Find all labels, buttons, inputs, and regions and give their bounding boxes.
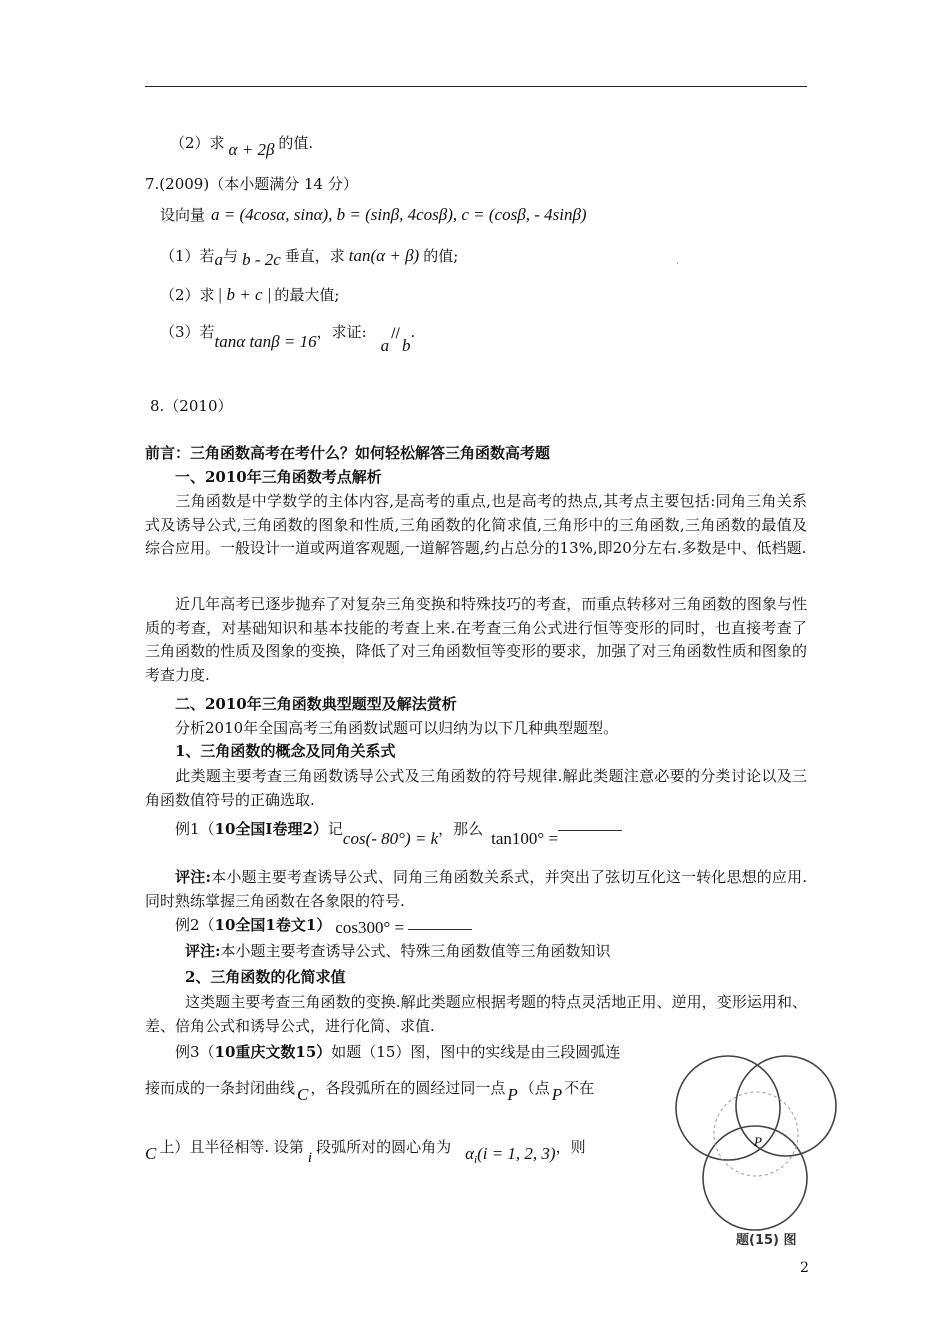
example2-note: 评注:本小题主要考查诱导公式、特殊三角函数值等三角函数知识 (185, 942, 611, 960)
point-label: P (754, 1134, 762, 1149)
page-number: 2 (800, 1260, 809, 1276)
example3-line2: 接而成的一条封闭曲线 C ，各段弧所在的圆经过同一点 P （点 P 不在 (145, 1079, 595, 1104)
circle-left (676, 1056, 780, 1160)
q6-expr: α + 2β (228, 140, 275, 159)
section2-title: 二、2010年三角函数典型题型及解法赏析 (175, 695, 457, 713)
answer-blank[interactable] (408, 929, 472, 930)
section1-title: 一、2010年三角函数考点解析 (175, 468, 382, 486)
sub2-title: 2、三角函数的化简求值 (185, 968, 346, 986)
q7-setup-expr: a = (4cosα, sinα), b = (sinβ, 4cosβ), c = (cosβ, - 4sinβ) (211, 205, 587, 224)
circle-right (736, 1056, 836, 1156)
q7-part1: （1）若a与 b - 2c 垂直，求 tan(α + β) 的值; (160, 246, 459, 269)
stray-dot: . (676, 256, 680, 267)
q7-header: 7.(2009)（本小题满分 14 分） (145, 175, 358, 193)
foreword-title: 前言：三角函数高考在考什么？如何轻松解答三角函数高考题 (145, 444, 551, 462)
q7-setup: 设向量 a = (4cosα, sinα), b = (sinβ, 4cosβ), c = (cosβ, - 4sinβ) (160, 205, 587, 224)
q7-part2: （2）求 | b + c | 的最大值; (160, 285, 340, 304)
three-circles-figure (668, 1050, 848, 1255)
sub2-para: 这类题主要考查三角函数的变换.解此类题应根据考题的特点灵活地正用、逆用，变形运用和、差、倍角公式和诱导公式，进行化简、求值. (145, 993, 807, 1035)
sub1-para: 此类题主要考查三角函数诱导公式及三角函数的符号规律.解此类题注意必要的分类讨论以及三角函数值符号的正确选取. (145, 767, 807, 809)
q8-header: 8.（2010） (150, 397, 233, 415)
section1-para1: 三角函数是中学数学的主体内容,是高考的重点,也是高考的热点,其考点主要包括:同角三角关系式及诱导公式,三角函数的图象和性质,三角函数的化简求值,三角形中的三角函数,三角函数的最值及综合应用。一般设计一道或两道客观题,一道解答题,约占总分的13%,即20分左右.多数是中、低档题. (145, 492, 807, 558)
section1-para2: 近几年高考已逐步抛弃了对复杂三角变换和特殊技巧的考查，而重点转移对三角函数的图象与性质的考查，对基础知识和基本技能的考查上来.在考查三角公式进行恒等变形的同时，也直接考查了三角函数的性质及图象的变换，降低了对三角函数恒等变形的要求，加强了对三角函数性质和图象的考查力度. (145, 595, 807, 684)
figure-caption: 题(15) 图 (736, 1233, 797, 1248)
example1: 例1（10全国Ⅰ卷理2）记cos(- 80°) = k，那么 tan100° = (175, 819, 622, 839)
q7-part3: （3）若tanα tanβ = 16，求证:a//b. (160, 323, 416, 355)
header-rule (145, 86, 807, 87)
q6-part2: （2）求 α + 2β 的值. (170, 134, 314, 159)
answer-blank[interactable] (558, 830, 622, 831)
example2: 例2（10全国1卷文1） cos300° = (175, 915, 472, 935)
example3-line1: 例3（10重庆文数15）如题（15）图，图中的实线是由三段圆弧连 (175, 1043, 621, 1061)
sub1-title: 1、三角函数的概念及同角关系式 (175, 742, 396, 760)
section2-intro: 分析2010年全国高考三角函数试题可以归纳为以下几种典型题型。 (175, 719, 619, 737)
example1-note: 评注:本小题主要考查诱导公式、同角三角函数关系式，并突出了弦切互化这一转化思想的应用. 同时熟练掌握三角函数在各象限的符号. (145, 868, 807, 910)
example3-line3: C 上）且半径相等. 设第i段弧所对的圆心角为 $\alpha_i(i = 1$, 2, 3)，则 (145, 1138, 586, 1166)
